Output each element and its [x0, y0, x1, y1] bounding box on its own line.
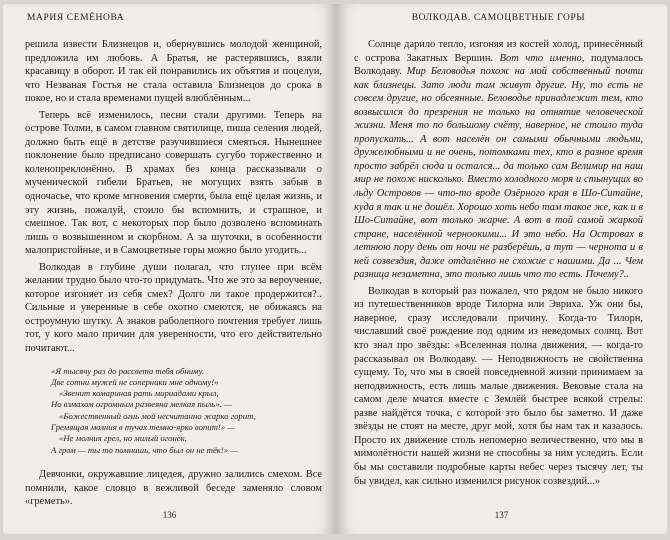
right-paragraph-1 [354, 38, 643, 282]
poem-line-4: Но взмахом огромным развеяна мелкая пыль». — [51, 399, 232, 410]
paragraph-segment: Солнце дарило тепло, изгоняя из костей холод, принесённый с острова Закатных Вершин. [354, 39, 643, 64]
right-paragraph-2 [354, 285, 643, 488]
paragraph-segment: подумалось Волкодаву. [354, 52, 643, 78]
poem-line-6: Гремящая молния в тучах темно-ярко вопит!» — [51, 422, 236, 433]
poem-line-8: А гром — ты то помнишь, что был он не тёк!» — [51, 444, 239, 455]
poem-excerpt [51, 366, 322, 456]
left-paragraph-1: решила извести Близнецов и, обернувшись молодой женщиной, предложила им любовь. А Братья, не растерявшись, взяли красавицу в оборот. И так ей понравились их объятия и поцелуи, что Незваная Гостья не стала оставила Близнецов до срока в покое, но и стала временами пущей влюблённым... [25, 39, 322, 105]
poem-line-7: «Не молния грел, но милый огонёк, [59, 433, 187, 444]
right-page [336, 4, 667, 534]
poem-line-5: «Божественный огнь мой несчитанно жарко горит, [59, 410, 256, 421]
left-paragraph-4: Девчонки, окружавшие лицедея, дружно залились смехом. Все помнили, какое словцо в вежливой беседе заменяло словом «греметь». [25, 468, 322, 508]
right-running-head: ВОЛКОДАВ. САМОЦВЕТНЫЕ ГОРЫ [411, 13, 586, 23]
paragraph-segment: Волкодав в который раз пожалел, что рядом не было никого из путешественников вроде Тилорна или Эвриха. Уж они бы, наверное, сразу исследовали причину. Когда-то Тилорн, числавший своё рождение под одним из неведомых солнц. Вот кто знал про звёзды: «Вселенная полна движения, — когда-то рассказывал он Волкодаву. — Неподвижность не свойственна сущему. То, что мы в своей повседневной жизни принимаем за неподвижность, есть лишь малые движения. Вековые стала на самом деле мчатся вместе с Землёй быстрее всякой стрелы: разве найдётся точка, с которой это было бы заметно. И даже звёзды не стоят на месте, друг мой, хотя бы нам так и казалось. Просто их движение столь непомерно величественно, что мы в мимолётности нашей жизни не способны за ним уследить. Если бы мы составили подробные карты небес через тысячу лет, ты бы увидел, как сильно изменился рисунок созвездий...» [354, 285, 643, 487]
left-paragraph-3: Волкодав в глубине души полагал, что глупее при всём желании трудно было что-то придумать. Что же это за вероучение, которое изгоняет из себя смех? Долго ли такое продержится?.. Сильные и уверенные в себе охотно смеются, не обижаясь на остроумную шутку. А знаков раболепного почтения требует лишь тот, у кого мало причин для уверенности, что его действительно почитают... [25, 261, 322, 355]
left-page-number: 136 [162, 510, 177, 520]
left-paragraph-2: Теперь всё изменилось, песни стали другими. Теперь на острове Толми, в самом главном святилище, пиша селения людей, должно быть ещё в детстве разучившиеся смеяться. Нынешнее поклонение было предписано совершать сугубо торжественно и коленопреклонённо. В храмах без конца рассказывали о мученической гибели Братьев, не могущих взять забыв в одночасье, что кроме мгновения смерти, была ещё целая жизнь, и эту жизнь, пожалуй, стоило бы вспомнить, и страшное, и смешное. Так вот, с некоторых пор было дозволено вспоминать лишь о возвышенном и скорбном. А за шуточки, в особенности малопристойные, и в Самоцветные горы можно было угодить... [25, 109, 322, 257]
poem-line-1: «Я тысячу раз до рассвета тебя обниму. [51, 365, 205, 376]
poem-line-3: «Звенит комариная рать мириадами крыл, [59, 388, 219, 399]
poem-line-2: Две сотни мужей не соперники мне одному!» [51, 376, 219, 387]
left-page-text [25, 38, 322, 509]
right-page-text [354, 38, 643, 488]
left-running-head: МАРИЯ СЕМЁНОВА [27, 13, 125, 23]
right-page-number: 137 [494, 510, 509, 520]
italic-segment: Мир Беловодья похож на мой собственный почти как близнецы. Зато люди там живут другие. Ну, то есть не совсем другие, но обсеянные. Беловодье принадлежит тем, кто возвысился до презрения не только на отнятие человеческой жизни. Меня то по большому счёту, наверное, не стоило туда пропускать... А вот населён он самыми обычными людьми, дружелюбными и не очень, потомками тех, кто в разное время просто забрёл сюда и остался... да только сам Велимир на наш мир не похож нисколько. Вместо холодного моря и стынущих во льду Островов — что-то вроде Озёрного края в Шо-Ситайне, куда я так и не дошёл. Хорошо хоть небо там такое же, как и в Шо-Ситайне, вот только жарче. А вот в той самой жаркой стране, населённой черноокими... И это небо. На Островах в летнюю пору день от ночи не разберёшь, а тут — чернота и в ней созвездия, даже отдалённо не схожие с нашими. Да ... Чем разница незаметна, это только лишь что то есть. Почему?.. [354, 66, 643, 281]
italic-segment: Вот что именно, [499, 52, 591, 64]
left-page [3, 4, 336, 534]
